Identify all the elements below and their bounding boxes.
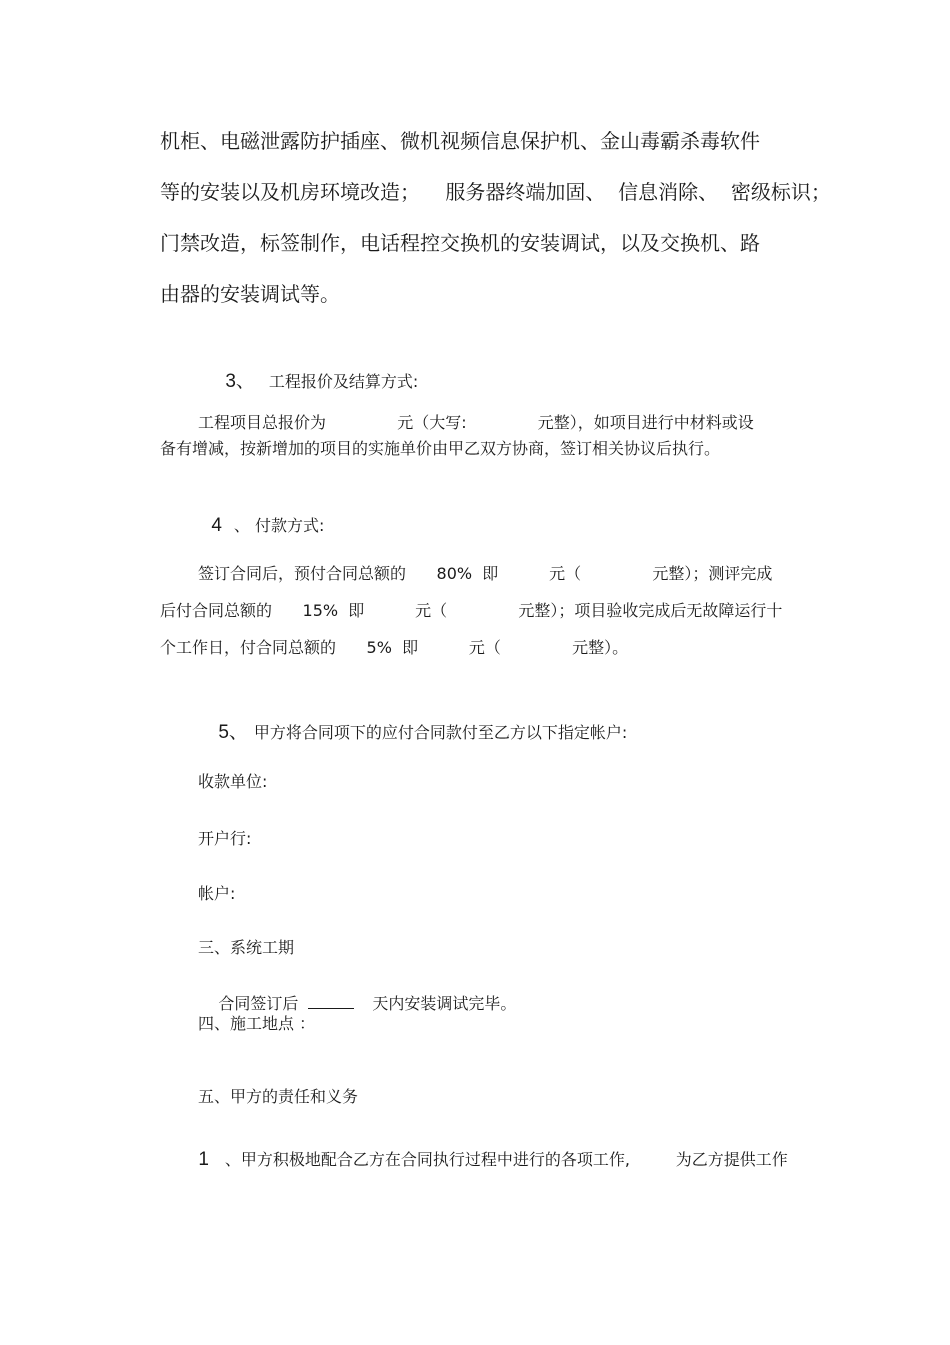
part-5-title: 五、甲方的责任和义务 xyxy=(198,1087,359,1106)
bank-label: 开户行: xyxy=(198,829,252,848)
section-3-text-line-1: 工程项目总报价为 元（大写: 元整），如项目进行中材料或设 xyxy=(198,413,754,432)
section-4-text-line-1: 签订合同后，预付合同总额的 80% 即 元（ 元整）；测评完成 xyxy=(198,564,773,583)
account-label: 帐户: xyxy=(198,884,236,903)
part-3-text-after: 天内安装调试完毕。 xyxy=(372,994,517,1013)
part-5-item-1-number: 1 xyxy=(198,1149,209,1170)
payee-label: 收款单位: xyxy=(198,772,268,791)
part-3-text-before: 合同签订后 xyxy=(218,994,299,1013)
section-4-heading xyxy=(191,500,324,551)
part-4-title: 四、施工地点 ： xyxy=(198,1014,316,1033)
paragraph-line-4: 由器的安装调试等。 xyxy=(160,282,340,306)
days-blank xyxy=(308,994,354,1009)
paragraph-line-1: 机柜、电磁泄露防护插座、微机视频信息保护机、金山毒霸杀毒软件 xyxy=(160,129,760,153)
paragraph-line-3: 门禁改造，标签制作，电话程控交换机的安装调试，以及交换机、路 xyxy=(160,231,760,255)
part-5-item-1 xyxy=(178,1134,788,1185)
section-3-text-line-2: 备有增减，按新增加的项目的实施单价由甲乙双方协商，签订相关协议后执行。 xyxy=(160,439,721,458)
section-5-number: 5、 xyxy=(218,722,248,743)
section-3-heading xyxy=(205,356,418,407)
section-3-title: 工程报价及结算方式: xyxy=(268,372,419,391)
section-5-title: 甲方将合同项下的应付合同款付至乙方以下指定帐户: xyxy=(253,723,628,742)
section-4-title: 、 付款方式: xyxy=(233,516,325,535)
paragraph-line-2: 等的安装以及机房环境改造； 服务器终端加固、 信息消除、 密级标识； xyxy=(160,180,831,204)
section-4-text-line-2: 后付合同总额的 15% 即 元（ 元整）；项目验收完成后无故障运行十 xyxy=(160,601,783,620)
part-3-title: 三、系统工期 xyxy=(198,938,295,957)
section-4-text-line-3: 个工作日，付合同总额的 5% 即 元（ 元整）。 xyxy=(160,638,629,657)
section-3-number: 3、 xyxy=(225,371,255,392)
section-4-number: 4 xyxy=(211,515,222,536)
part-5-item-1-text: 、甲方积极地配合乙方在合同执行过程中进行的各项工作, 为乙方提供工作 xyxy=(224,1150,788,1169)
section-5-heading xyxy=(198,707,627,758)
